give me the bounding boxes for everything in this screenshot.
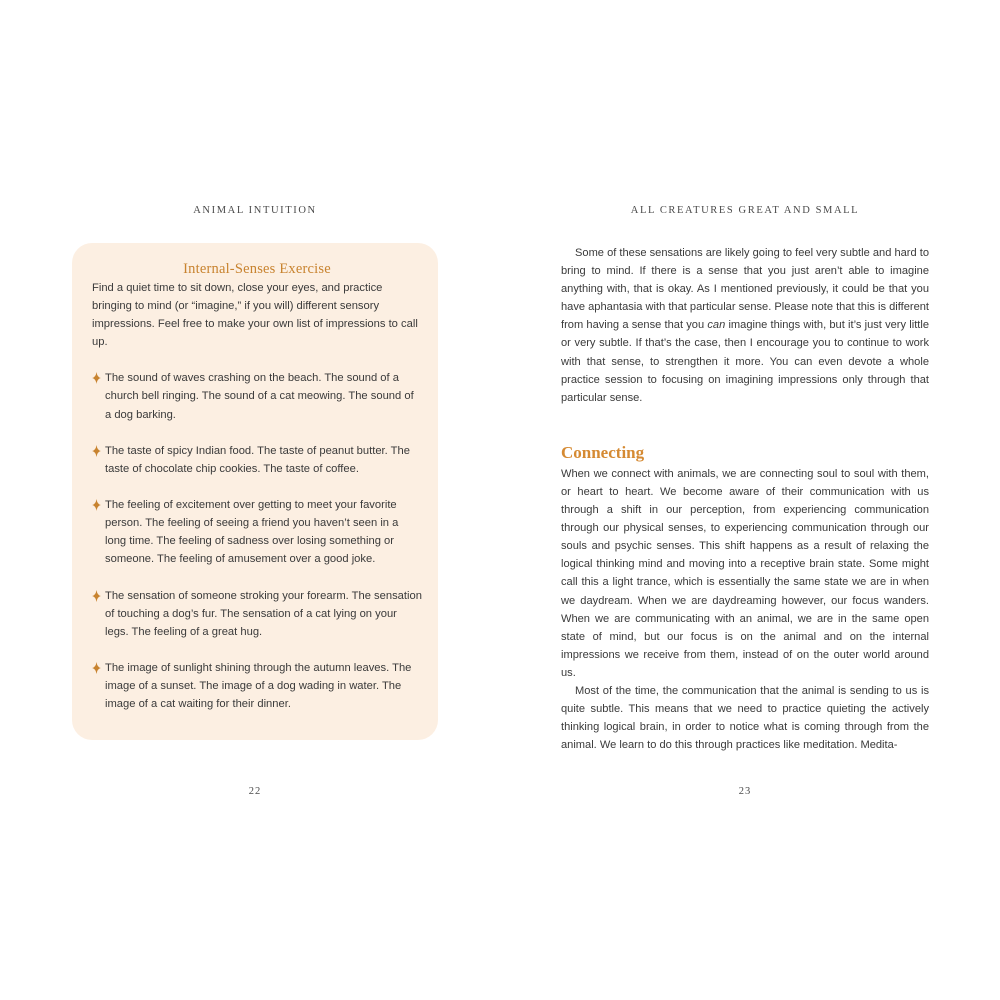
four-point-star-icon (92, 662, 101, 674)
exercise-bullet-5 (92, 659, 422, 713)
four-point-star-icon (92, 445, 101, 457)
exercise-bullet-text: The sensation of someone stroking your forearm. The sensation of touching a dog’s fur. The sensation of a cat lying on your legs. The feeling of a great hug. (105, 589, 422, 638)
exercise-bullet-text: The sound of waves crashing on the beach. The sound of a church bell ringing. The sound of a cat meowing. The sound of a dog barking. (105, 372, 414, 421)
four-point-star-icon (92, 499, 101, 511)
running-head-left: ANIMAL INTUITION (193, 205, 317, 216)
exercise-bullet-text: The feeling of excitement over getting to meet your favorite person. The feeling of seeing a friend you haven’t seen in a long time. The feeling of sadness over losing something or someone. The feeling of amusement over a good joke. (105, 499, 399, 566)
four-point-star-icon (92, 590, 101, 602)
exercise-bullet-4 (92, 587, 422, 641)
exercise-bullet-2 (92, 442, 422, 478)
page-number-left: 22 (248, 786, 262, 797)
exercise-bullet-1 (92, 369, 422, 423)
paragraph-text: imagine things with, but it’s just very little or very subtle. If that’s the case, then I encourage you to continue to work with that sense, to strengthen it more. You can even devote a whole practice session to focusing on imagining impressions only through that particular sense. (561, 319, 929, 404)
four-point-star-icon (92, 372, 101, 384)
running-head-right: ALL CREATURES GREAT AND SMALL (630, 205, 860, 216)
paragraph-communication: Most of the time, the communication that the animal is sending to us is quite subtle. This means that we need to practice quieting the actively thinking logical brain, in order to notice what is coming through from the animal. We learn to do this through practices like meditation. Medita- (561, 684, 929, 752)
exercise-bullet-text: The image of sunlight shining through the autumn leaves. The image of a sunset. The image of a dog wading in water. The image of a cat waiting for their dinner. (105, 661, 412, 711)
section-heading-connecting: Connecting (561, 442, 645, 462)
page-number-right: 23 (738, 786, 752, 797)
italic-word: can (707, 319, 726, 332)
paragraph-connecting: When we connect with animals, we are connecting soul to soul with them, or heart to heart. We become aware of their communication with us through a shift in our perception, from experiencing communication through our physical senses, to experiencing communication through our souls and psychic senses. This shift happens as a result of relaxing the logical thinking mind and moving into a receptive brain state. Some might call this a light trance, which is essentially the same state we are in when we daydream. When we are daydreaming however, our focus wanders. When we are communicating with an animal, we are in the same open state of mind, but our focus is on the animal and on the internal impressions we receive from them, instead of on the outer world around us. (561, 467, 929, 679)
exercise-intro: Find a quiet time to sit down, close your eyes, and practice bringing to mind (or “imagine,” if you will) different sensory impressions. Feel free to make your own list of impressions to call up. (92, 282, 418, 349)
paragraph-sensations (561, 244, 929, 407)
exercise-bullet-3 (92, 496, 422, 568)
paragraph-text: Some of these sensations are likely going to feel very subtle and hard to bring to mind. If there is a sense that you just aren’t able to imagine anything with, that is okay. As I mentioned previously, it could be that you have aphantasia with that particular sense. Please note that this is different from having a sense that you (561, 247, 929, 332)
exercise-bullet-text: The taste of spicy Indian food. The taste of peanut butter. The taste of chocolate chip cookies. The taste of coffee. (105, 444, 410, 475)
right-page-body (561, 244, 929, 754)
exercise-title: Internal-Senses Exercise (183, 261, 331, 277)
exercise-box (72, 243, 438, 740)
